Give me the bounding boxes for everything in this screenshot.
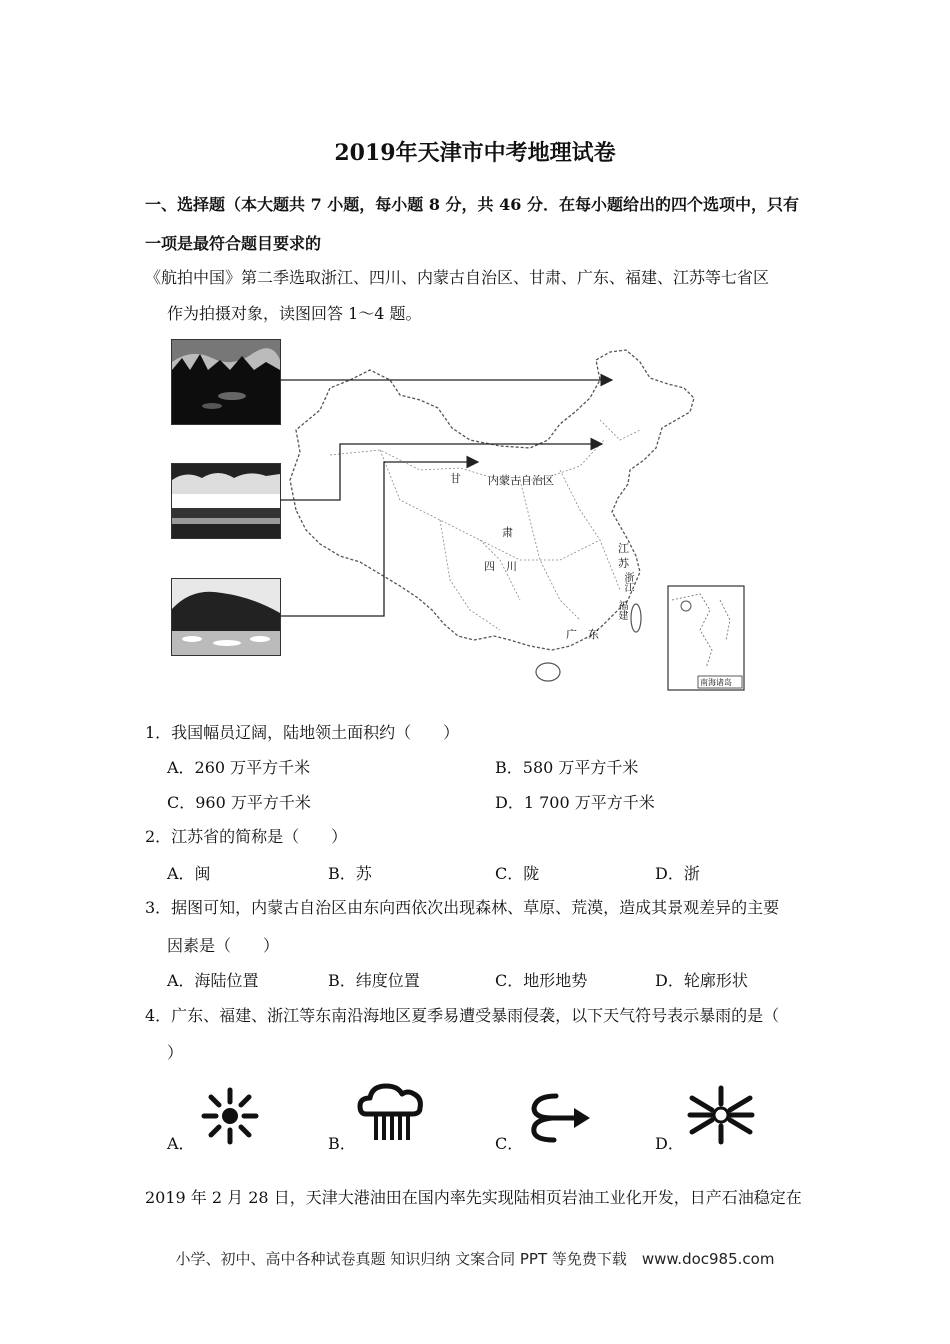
q4-option-b: B． (328, 1134, 356, 1153)
q2-option-c: C．陇 (495, 864, 540, 883)
map-label-guangdong: 广 东 (566, 628, 599, 641)
map-label-su: 肃 (502, 526, 513, 539)
snow-icon (686, 1084, 756, 1146)
q3-option-b: B．纬度位置 (328, 971, 420, 990)
map-label-neimenggu: 内蒙古自治区 (488, 474, 554, 487)
q3-option-c: C．地形地势 (495, 971, 588, 990)
section-heading-line1: 一、选择题（本大题共 7 小题，每小题 8 分，共 46 分．在每小题给出的四个选项中，只有 (145, 195, 799, 214)
map-label-su2: 苏 (618, 557, 629, 570)
map-inset-label: 南海诸岛 (700, 678, 732, 687)
heavy-rain-icon (356, 1080, 426, 1146)
q4-option-c: C． (495, 1134, 524, 1153)
q1-option-a: A．260 万平方千米 (167, 758, 311, 777)
map-label-zhejiang: 浙江 (622, 572, 633, 592)
sun-icon (198, 1084, 262, 1148)
footer-banner[interactable]: 小学、初中、高中各种试卷真题 知识归纳 文案合同 PPT 等免费下载 www.doc985.com (175, 1250, 775, 1268)
question-3-line2: 因素是（ ） (167, 936, 280, 955)
intro-line2: 作为拍摄对象，读图回答 1～4 题。 (167, 304, 422, 323)
map-label-jiang: 江 (618, 542, 629, 555)
question-4-line2: ） (167, 1043, 184, 1062)
q1-option-d: D．1 700 万平方千米 (495, 793, 655, 812)
page-title: 2019年天津市中考地理试卷 (334, 140, 616, 166)
q2-option-d: D．浙 (655, 864, 700, 883)
section-heading-line2: 一项是最符合题目要求的 (145, 234, 322, 253)
q4-option-d: D． (655, 1134, 684, 1153)
q3-option-d: D．轮廓形状 (655, 971, 748, 990)
q4-option-a: A． (167, 1134, 195, 1153)
q3-option-a: A．海陆位置 (167, 971, 259, 990)
intro-line1: 《航拍中国》第二季选取浙江、四川、内蒙古自治区、甘肃、广东、福建、江苏等七省区 (145, 268, 770, 287)
map-label-fujian: 福建 (616, 600, 627, 620)
question-1: 1．我国幅员辽阔，陆地领土面积约（ ） (145, 723, 460, 742)
q2-option-a: A．闽 (167, 864, 211, 883)
question-3-line1: 3．据图可知，内蒙古自治区由东向西依次出现森林、草原、荒漠，造成其景观差异的主要 (145, 898, 780, 917)
q1-option-c: C．960 万平方千米 (167, 793, 311, 812)
question-4-line1: 4．广东、福建、浙江等东南沿海地区夏季易遭受暴雨侵袭，以下天气符号表示暴雨的是（ (145, 1006, 780, 1025)
next-paragraph: 2019 年 2 月 28 日，天津大港油田在国内率先实现陆相页岩油工业化开发，日产石油稳定在 (145, 1188, 802, 1207)
q2-option-b: B．苏 (328, 864, 372, 883)
map-label-sichuan: 四 川 (484, 560, 517, 573)
typhoon-icon (522, 1090, 594, 1146)
question-2: 2．江苏省的简称是（ ） (145, 827, 348, 846)
q1-option-b: B．580 万平方千米 (495, 758, 639, 777)
map-label-gan: 甘 (450, 472, 461, 485)
